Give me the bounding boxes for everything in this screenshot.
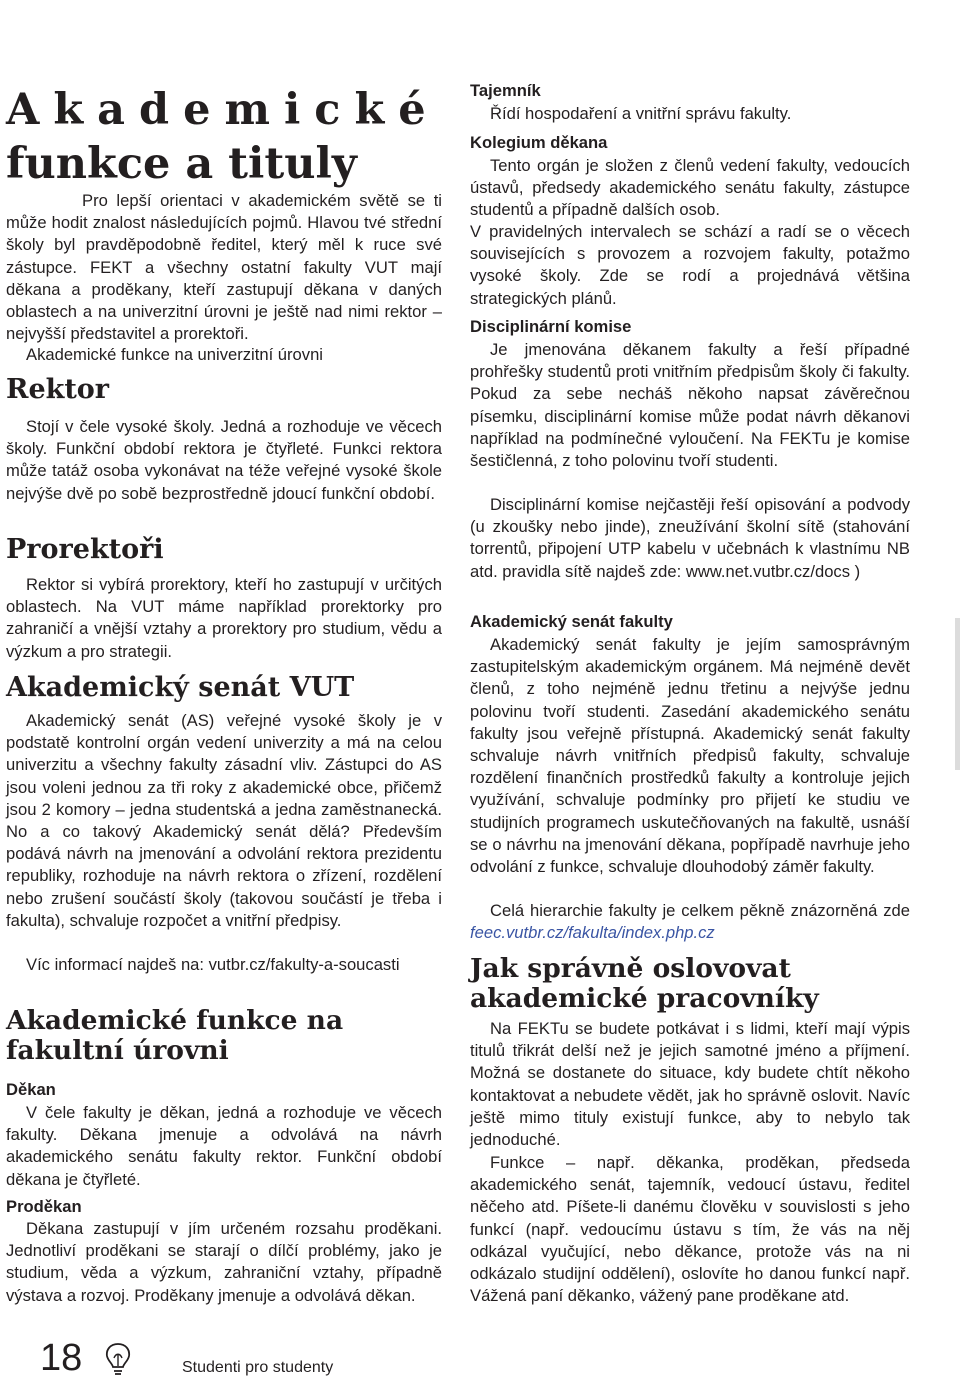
senat-fakulty-heading: Akademický senát fakulty [470, 612, 673, 631]
kolegium-heading: Kolegium děkana [470, 133, 608, 152]
hierarchie-paragraph [470, 900, 910, 944]
rektor-heading: Rektor [6, 374, 110, 405]
prodekan-heading: Proděkan [6, 1197, 82, 1216]
hierarchie-text: Celá hierarchie fakulty je celkem pěkně znázorněná zde [490, 901, 910, 920]
rektor-paragraph: Stojí v čele vysoké školy. Jedná a rozhoduje ve věcech školy. Funkční období rektora je čtyřleté. Funkci rektora může tatáž osoba vykonávat na téže veřejné vysoké škole nejvýše dvě po sobě bezprostředně jdoucí funkční období. [6, 417, 442, 503]
disciplinarni-heading: Disciplinární komise [470, 317, 632, 336]
page-title-line1: Akademické [6, 85, 440, 135]
tajemnik-heading: Tajemník [470, 81, 541, 100]
prodekan-paragraph: Děkana zastupují v jím určeném rozsahu proděkani. Jednotliví proděkani se starají o dílčí problémy, jako je studium, věda a výzkum, zahraniční vztahy, případně výstava a rozvoj. Proděkany jmenuje a odvolává děkan. [6, 1219, 442, 1305]
section-subtitle: Akademické funkce na univerzitní úrovni [26, 345, 323, 364]
kolegium-paragraph-2: V pravidelných intervalech se schází a radí se o věcech souvisejících s provozem a rozvojem fakulty, potažmo vysoké školy. Zde se rodí a projednává většina strategických plánů. [470, 222, 910, 308]
oslovovat-paragraph-2: Funkce – např. děkanka, proděkan, předseda akademického senát, tajemník, vedoucí ústavu, ředitel něčeho atd. Píšete-li danému člověku v souvislosti s jeho funkcí (např. vedoucímu ústavu s tím, že vás na něj odkázal vyučující, nebo děkance, protože vás na ni odkázalo studijní oddělení), oslovíte ho danou funkcí např. Vážená paní děkanko, vážený pane proděkane atd. [470, 1153, 910, 1306]
page-title-line2: funkce a tituly [6, 139, 357, 189]
senat-paragraph: Akademický senát (AS) veřejné vysoké školy je v podstatě kontrolní orgán vedení univerzity a má na celou univerzitu a všechny fakulty zásadní vliv. Zástupci do AS jsou voleni jednou za tři roky z akademické obce, přičemž jsou 2 komory – jedna studentská a jedna zaměstnanecká. No a co takový Akademický senát dělá? Především podává návrh na jmenování a odvolání rektora prezidentu republiky, rozhoduje na návrh rektora o zřízení, rozdělení nebo zrušení součástí školy (takovou součástí je třeba i fakulta), schvaluje rozpočet a vnitřní předpisy. [6, 711, 442, 930]
oslovovat-heading: Jak správně oslovovat akademické pracovníky [470, 953, 819, 1014]
disciplinarni-paragraph-1: Je jmenována děkanem fakulty a řeší případné prohřešky studentů proti vnitřním předpisům školy či fakulty. Pokud za sebe necháš někoho napsat závěrečnou písemku, disciplinární komise může podat návrh děkanovi například na podmínečné vyloučení. Na FEKTu je komise šestičlenná, z toho polovinu tvoří studenti. [470, 340, 910, 471]
prorektori-paragraph: Rektor si vybírá prorektory, kteří ho zastupují v určitých oblastech. Na VUT máme například prorektorky pro zahraničí a vnější vztahy a prorektory pro studium, vědu a výzkum a pro strategii. [6, 575, 442, 661]
oslovovat-paragraph-1: Na FEKTu se budete potkávat i s lidmi, kteří mají výpis titulů třikrát delší než je jejich samotné jméno a příjmení. Možná se dostanete do situace, kdy budete chtít někoho kontaktovat a nebudete vědět, jak ho správně oslovit. Navíc ještě mimo tituly existují funkce, aby to nebylo tak jednoduché. [470, 1019, 910, 1150]
tajemnik-paragraph: Řídí hospodaření a vnitřní správu fakulty. [490, 104, 792, 123]
dekan-paragraph: V čele fakulty je děkan, jedná a rozhoduje ve věcech fakulty. Děkana jmenuje a odvolává na návrh akademického senátu fakulty rektor. Funkční období děkana je čtyřleté. [6, 1103, 442, 1189]
senat-heading: Akademický senát VUT [6, 672, 355, 703]
page-number: 18 [40, 1337, 83, 1379]
intro-paragraph: Pro lepší orientaci v akademickém světě se ti může hodit znalost následujících pojmů. Hlavou tvé střední školy byl pravděpodobně ředitel, který měl k ruce své zástupce. FEKT a všechny ostatní fakulty VUT mají děkana a proděkany, kteří zastupují děkana v daných oblastech a na univerzitní úrovni je ještě nad nimi rektor – nejvyšší představitel a prorektoři. [6, 191, 442, 344]
lightbulb-icon [100, 1340, 136, 1376]
fakultni-heading: Akademické funkce na fakultní úrovni [6, 1005, 344, 1066]
footer-text: Studenti pro studenty [182, 1359, 334, 1376]
dekan-heading: Děkan [6, 1080, 56, 1099]
senat-fakulty-paragraph: Akademický senát fakulty je jejím samosprávným zastupitelským akademickým orgánem. Má nejméně devět členů, z toho nejméně jednu třetinu a nejvýše jednu polovinu tvoří studenti. Zasedání akademického senátu fakulty jsou veřejně přístupná. Akademický senát fakulty schvaluje návrh vnitřních předpisů fakulty, schvaluje rozdělení finančních prostředků fakulty a kontroluje jejich využívání, schvaluje podmínky pro přijetí ke studiu ve studijních programech uskutečňovaných na fakultě, usnáší se o návrhu na jmenování děkana, popřípadě navrhuje jeho odvolání z funkce, schvaluje dlouhodobý záměr fakulty. [470, 635, 910, 877]
kolegium-paragraph-1: Tento orgán je složen z členů vedení fakulty, vedoucích ústavů, předsedy akademického senátu fakulty, zástupce studentů a případně dalších osob. [470, 156, 910, 220]
disciplinarni-paragraph-2: Disciplinární komise nejčastěji řeší opisování a podvody (u zkoušky nebo jinde), zneužívání školní sítě (stahování torrentů, připojení UTP kabelu v učebnách k vlastnímu NB atd. pravidla sítě najdeš zde: www.net.vutbr.cz/docs ) [470, 495, 910, 581]
prorektori-heading: Prorektoři [6, 534, 164, 565]
hierarchie-link[interactable]: feec.vutbr.cz/fakulta/index.php.cz [470, 923, 715, 943]
senat-more-info: Víc informací najdeš na: vutbr.cz/fakulty-a-soucasti [26, 955, 400, 974]
page-edge-marker [955, 618, 960, 770]
